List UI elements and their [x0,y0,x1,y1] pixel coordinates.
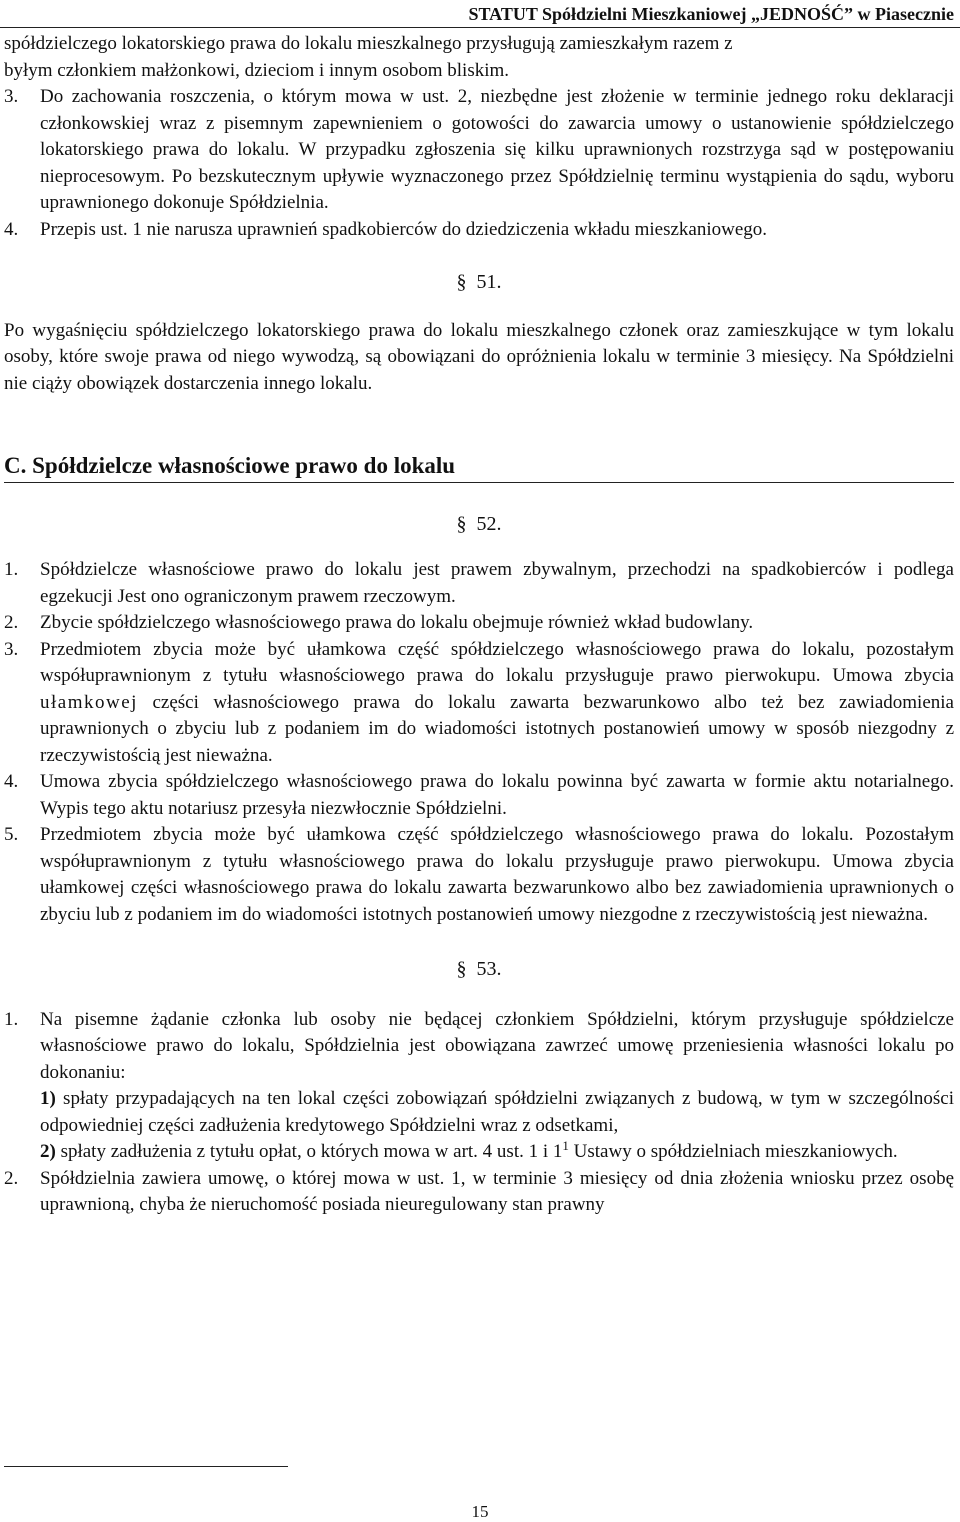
s53-point-1-number: 1. [4,1008,19,1030]
s52-item-5 [4,822,954,928]
s53-subpoint-2-label: 2) [40,1141,56,1162]
s52-item-4-text: Umowa zbycia spółdzielczego własnościowego prawa do lokalu powinna być zawarta w formie aktu notarialnego. Wypis tego aktu notariusz przesyła niezwłocznie Spółdzielni. [40,771,954,819]
s50-point-3-number: 3. [4,86,19,107]
section-52-number: 52. [476,512,502,535]
s52-item-2 [4,610,954,637]
continuation-line-2: byłym członkiem małżonkowi, dzieciom i innym osobom bliskim. [4,59,510,81]
s53-point-2 [4,1166,954,1219]
section-51-mark [4,269,954,296]
s52-item-1-number: 1. [4,559,19,580]
s52-item-1 [4,557,954,610]
s53-subpoint-2-text-b: Ustawy o spółdzielniach mieszkaniowych. [568,1141,898,1162]
section-51-number: 51. [476,271,502,293]
s52-list [4,557,954,928]
s50-point-3 [4,84,954,217]
paragraph-sign-icon: § [456,271,467,293]
s52-item-3-tracked-word: ułamkowej [40,691,138,713]
s52-item-5-number: 5. [4,824,19,845]
s53-point-2-number: 2. [4,1167,19,1189]
page-header-title: STATUT Spółdzielni Mieszkaniowej „JEDNOŚĆ” w Piasecznie [468,4,954,24]
s53-subpoint-2 [4,1139,954,1166]
s53-subpoint-1 [4,1086,954,1139]
s52-item-3-text-a: Przedmiotem zbycia może być ułamkowa część spółdzielczego własnościowego prawa do lokalu, pozostałym współuprawnionym z tytułu własnościowego prawa do lokalu przysługuje prawo pierwokupu. Umowa zbycia [40,638,954,686]
paragraph-sign-icon: § [456,512,467,535]
s52-item-5-text: Przedmiotem zbycia może być ułamkowa część spółdzielczego własnościowego prawa do lokalu. Pozostałym współuprawnionym z tytułu własnościowego prawa do lokalu przysługuje prawo pierwokupu. Umowa zbycia ułamkowej części własnościowego prawa do lokalu zawarta bezwarunkowo albo bez zawiadomienia uprawnionych o zbyciu lub z podaniem im do wiadomości istotnych postanowień umowy niezgodne z rzeczywistością jest nieważna. [40,824,954,925]
s53-list [4,1007,954,1219]
s52-item-4 [4,769,954,822]
section-c-heading: C. Spółdzielcze własnościowe prawo do lokalu [4,453,954,483]
s53-subpoint-1-text: spłaty przypadających na ten lokal części zobowiązań spółdzielni związanych z budową, w tym w szczególności odpowiedniej części zadłużenia kredytowego Spółdzielni wraz z odsetkami, [40,1088,954,1136]
s53-point-1 [4,1007,954,1087]
s50-point-4-text: Przepis ust. 1 nie narusza uprawnień spadkobierców do dziedziczenia wkładu mieszkaniowego. [40,218,768,240]
s50-point-3-text: Do zachowania roszczenia, o którym mowa w ust. 2, niezbędne jest złożenie w terminie jednego roku deklaracji członkowskiej wraz z pisemnym zapewnieniem o gotowości do zawarcia umowy o ustanowienie spółdzielczego lokatorskiego prawa do lokalu. W przypadku zgłoszenia się kilku uprawnionych rozstrzyga sąd w postępowaniu nieprocesowym. Po bezskutecznym upływie wyznaczonego przez Spółdzielnię terminu wystąpienia do sądu, wyboru uprawnionego dokonuje Spółdzielnia. [40,86,954,213]
s53-subpoint-2-text-a: spłaty zadłużenia z tytułu opłat, o których mowa w art. 4 ust. 1 i 1 [55,1141,563,1162]
document-body [4,31,954,1219]
s52-item-2-text: Zbycie spółdzielczego własnościowego prawa do lokalu obejmuje również wkład budowlany. [40,612,754,633]
s52-item-3-text-b: części własnościowego prawa do lokalu zawarta bezwarunkowo albo też bez zawiadomienia uprawnionych o zbyciu lub z podaniem im do wiadomości istotnych postanowień umowy w sposób niezgodny z rzeczywistością jest nieważna. [40,691,954,766]
s52-item-3 [4,637,954,770]
s50-point-4-number: 4. [4,218,19,240]
s52-item-3-number: 3. [4,638,19,660]
section-52-mark [4,511,954,538]
section-53-mark [4,956,954,983]
paragraph-sign-icon: § [456,958,467,980]
page-number: 15 [471,1502,489,1521]
s53-subpoint-1-label: 1) [40,1088,56,1109]
s53-point-1-text: Na pisemne żądanie członka lub osoby nie będącej członkiem Spółdzielni, którym przysługuje spółdzielcze własnościowe prawo do lokalu, Spółdzielnia jest obowiązana zawrzeć umowę przeniesienia własności lokalu po dokonaniu: [40,1008,954,1083]
s50-point-4 [4,217,954,244]
section-53-number: 53. [476,958,502,980]
s52-item-1-text: Spółdzielcze własnościowe prawo do lokalu jest prawem zbywalnym, przechodzi na spadkobierców i podlega egzekucji Jest ono ograniczonym prawem rzeczowym. [40,559,954,607]
s53-subpoint-2-superscript: 1 [562,1138,569,1153]
s53-point-2-text: Spółdzielnia zawiera umowę, o której mowa w ust. 1, w terminie 3 miesięcy od dnia złożenia wniosku przez osobę uprawnioną, chyba że nieruchomość posiada nieuregulowany stan prawny [40,1167,954,1215]
s51-paragraph: Po wygaśnięciu spółdzielczego lokatorskiego prawa do lokalu mieszkalnego członek oraz zamieszkujące w tym lokalu osoby, które swoje prawa od niego wywodzą, są obowiązani do opróżnienia lokalu w terminie 3 miesięcy. Na Spółdzielni nie ciąży obowiązek dostarczenia innego lokalu. [4,319,954,394]
footnote-separator [4,1466,288,1467]
continuation-line-1: spółdzielczego lokatorskiego prawa do lokalu mieszkalnego przysługują zamieszkałym razem z [4,33,733,54]
continuation-paragraph [4,31,954,84]
header-divider [0,27,960,28]
s52-item-2-number: 2. [4,612,19,633]
s52-item-4-number: 4. [4,771,19,792]
